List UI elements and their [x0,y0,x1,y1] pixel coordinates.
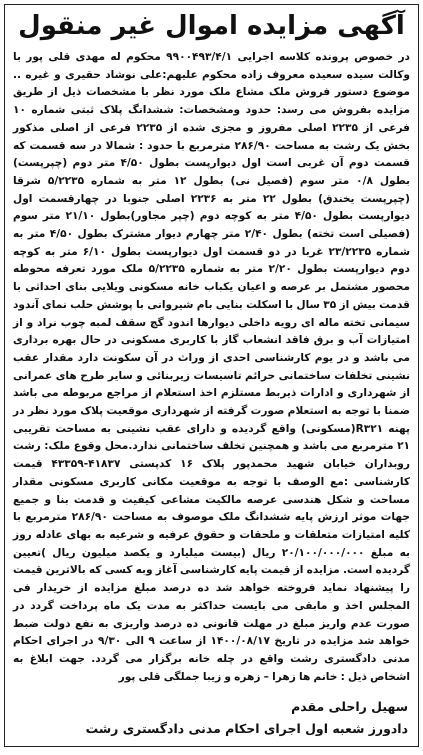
signature-role: دادورز شعبه اول اجرای احکام مدنی دادگستری رشت [85,721,408,736]
notice-title: آگهی مزایده اموال غیر منقول [18,11,405,41]
legal-notice [4,4,419,747]
signature-name: سهیل راحلی مقدم [291,699,408,714]
signature-block [86,696,408,740]
notice-body: در خصوص پرونده کلاسه اجرایی ۹۹۰۰۴۹۳/۴/۱ محکوم له مهدی قلی پور با وکالت سیده سعیده معروف زاده محکوم علیهم:علی نوشاد حقیری و غیره .. موضوع دستور فروش ملک مشاع ملک مورد نظر با مشخصات ذیل از طریق مزایده بفروش می رسد: حدود ومشخصات: ششدانگ پلاک ثبتی شماره ۱۰ فرعی از ۲۲۳۵ اصلی مفروز و مجزی شده از ۲۲۳۵ فرعی از اصلی مذکور بخش یک رشت به مساحت ۲۸۶/۹۰ مترمربع با حدود : شمالا در سه قسمت که قسمت دوم آن غربی است اول دیوارپست بطول ۴/۵۰ متر دوم (چپرپست) بطول ۰/۸ متر سوم (فصیل نی) بطول ۱۲ متر به شماره ۵/۲۲۳۵ شرقا (چپرپست یخندق) بطول ۲۲ متر به ۲۲۳۶ اصلی جنوبا در چهارقسمت اول دیوارپست بطول ۴/۵۰ متر به کوچه دوم (چپر مجاور)بطول ۲۱/۱۰ متر سوم (فصیلی است تخته) بطول ۲/۴۰ متر چهارم دیوار مشترک بطول ۴/۵۰ متر به شماره ۲۳/۲۲۳۵ غربا در دو قسمت اول دیوارپست بطول ۶/۱۰ متر به کوچه دوم دیوارپست بطول ۲/۲۰ متر به شماره ۵/۲۲۳۵ ملک مورد تعرفه محوطه محصور مشتمل بر عرصه و اعیان یکباب خانه مسکونی ویلایی بنای احداثی با قدمت بیش از ۳۵ سال با اسکلت بنایی بام شیروانی با پوشش حلب نمای آندود سیمانی تخته ماله ای رویه داخلی دیوارها اندود گچ سقف لمبه چوب نراد و از امتیازات آب و برق فاقد انشعاب گاز با کاربری مسکونی در حال بهره برداری می باشد و در یوم کارشناسی احدی از وراث در آن سکونت دارد مقدار عقب نشینی تخلفات ساختمانی حرائم تاسیسات زیربنائی و سایر طرح های عمرانی از شهرداری و ادارات ذیربط مستلزم اخذ استعلام از مراجع مربوطه می باشد ضمنا با توجه به استعلام صورت گرفته از شهرداری موقعیت پلاک مورد نظر در پهنه R۳۲۱(مسکونی) واقع گردیده و دارای عقب نشینی به مساحت تقریبی ۲۱ مترمربع می باشد و همچنین تخلف ساختمانی ندارد.محل وقوع ملک: رشت روبداران خیابان شهید محمدپور پلاک ۱۶ کدپستی ۴۱۸۳۷-۴۳۳۵۹ قیمت کارشناسی :مع الوصف با توجه به موقعیت مکانی کاربری مسکونی مقدار مساحت و شکل هندسی عرصه مالکیت مشاعی کیفیت و قدمت بنا و جمیع جهات موثر ارزش پایه ششدانگ ملک موصوف به مساحت ۲۸۶/۹۰ مترمربع با کلیه امتیازات متعلقات و ملحقات و حقوق عرفیه و شرعیه به بهای عادله روز به مبلغ ۲۰/۱۰۰/۰۰۰/۰۰۰ ریال (بیست میلیارد و یکصد میلیون ریال )تعیین گردیده است. مزایده از قیمت پایه کارشناسی آغاز وبه کسی که بالاترین قیمت را پیشنهاد نماید فروخته خواهد شد ده درصد مبلغ مزایده از خریدار فی المجلس اخذ و مابقی می بایست حداکثر به مدت یک ماه پرداخت گردد در صورت عدم واریز مبلغ در مهلت قانونی ده درصد واریزی به نفع دولت ضبط خواهد شد مزایده در تاریخ ۱۴۰۰/۰۸/۱۷ از ساعت ۹ الی ۹/۳۰ در اجرای احکام مدنی دادگستری رشت واقع در چله خانه برگزار می گردد. جهت ابلاغ به اشخاص ذیل : خانم ها زهرا – زهره و زیبا جملگی قلی پور [13,51,411,683]
